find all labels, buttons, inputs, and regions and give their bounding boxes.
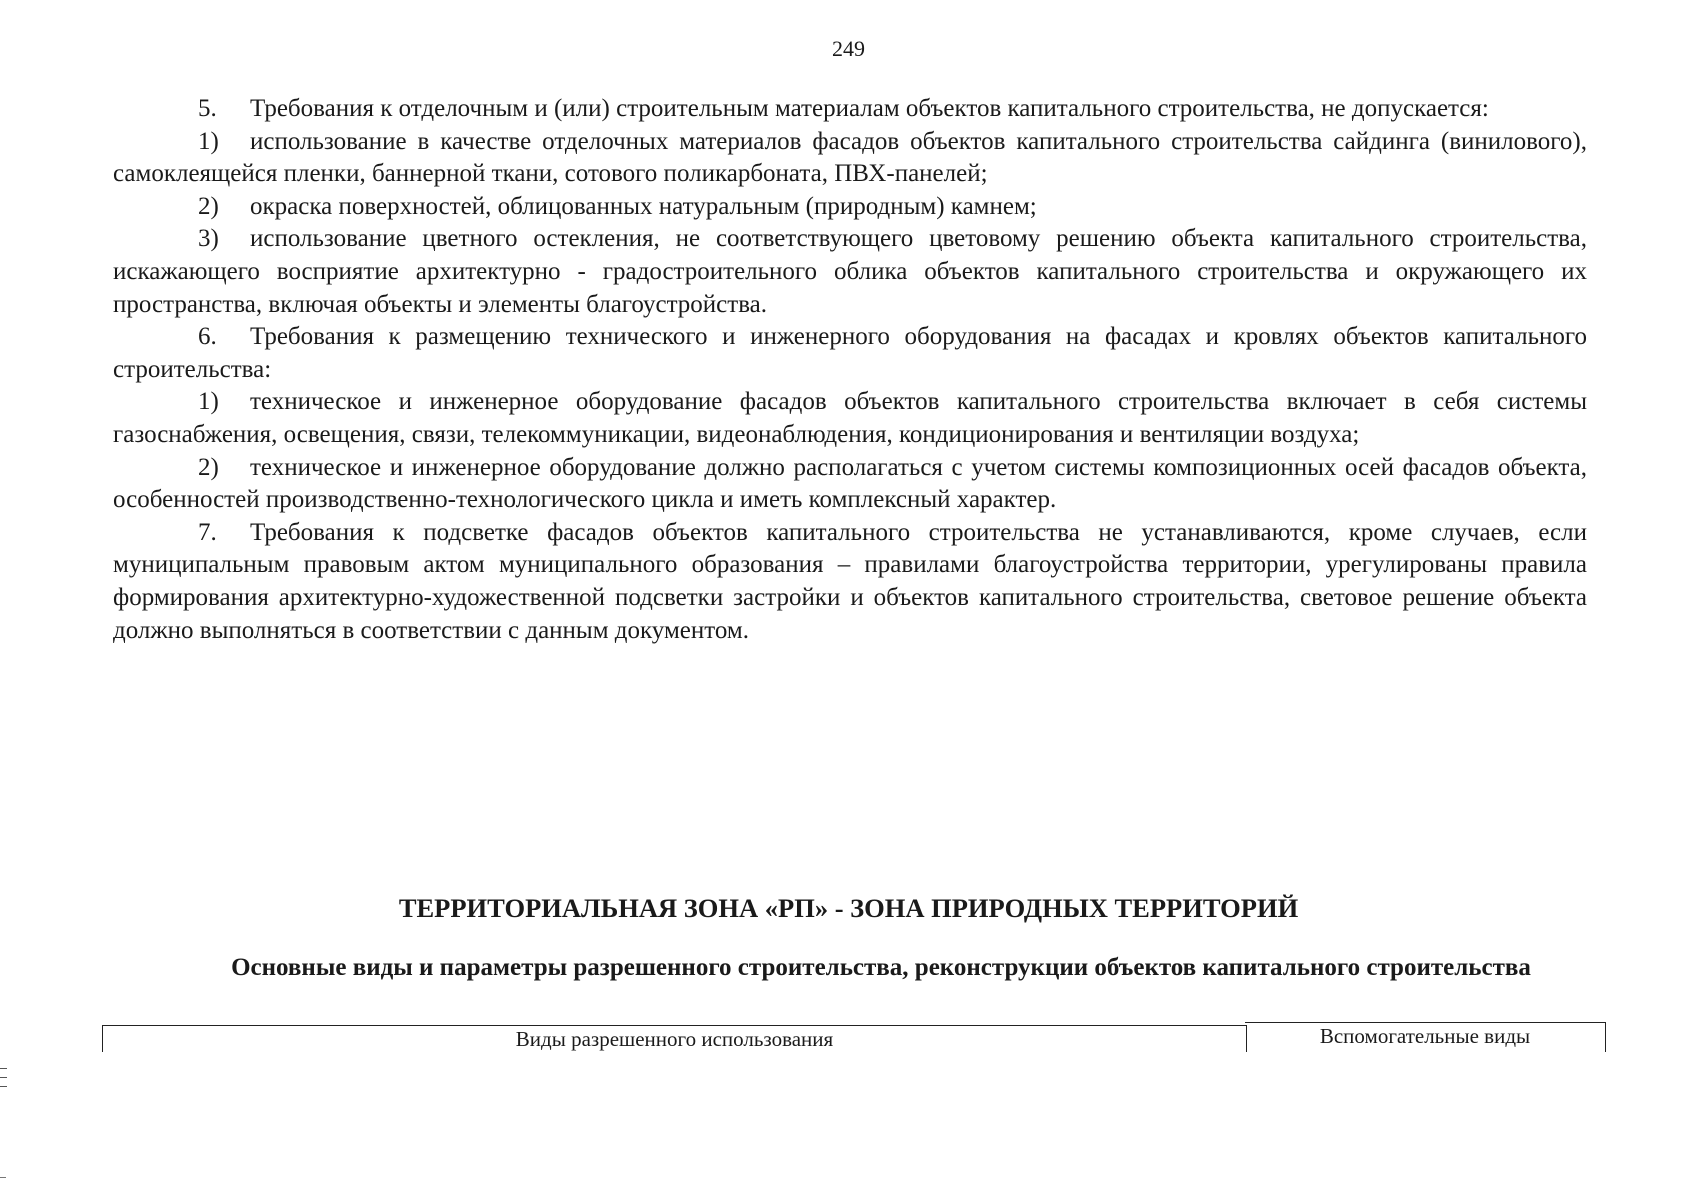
- paragraph-text: использование цветного остекления, не соответствующего цветовому решению объекта капитального строительства, искажающего восприятие архитектурно - градостроительного облика объектов капитального строительства и окружающего их пространства, включая объекты и элементы благоустройства.: [113, 225, 1587, 318]
- paragraph-number: 3): [198, 225, 219, 253]
- paragraph-number: 1): [198, 127, 219, 155]
- zone-title: ТЕРРИТОРИАЛЬНАЯ ЗОНА «РП» - ЗОНА ПРИРОДНЫХ ТЕРРИТОРИЙ: [398, 893, 1299, 923]
- table-header-permitted-uses: Виды разрешенного использования: [102, 1025, 1247, 1052]
- paragraph-text: Требования к подсветке фасадов объектов капитального строительства не устанавливаются, кроме случаев, если муниципальным правовым актом муниципального образования – правилами благоустройства территории, урегулированы правила формирования архитектурно-художественной подсветки застройки и объектов капитального строительства, световое решение объекта должно выполняться в соответствии с данным документом.: [113, 518, 1587, 644]
- paragraph-text: Требования к отделочным и (или) строительным материалам объектов капитального строительства, не допускается:: [250, 95, 1489, 122]
- paragraph-text: техническое и инженерное оборудование должно располагаться с учетом системы композиционных осей фасадов объекта, особенностей производственно-технологического цикла и иметь комплексный характер.: [113, 453, 1587, 514]
- scan-artifact: [0, 1177, 6, 1178]
- paragraph-number: 7.: [198, 518, 217, 546]
- paragraph-number: 1): [198, 388, 219, 416]
- page-number: 249: [832, 36, 865, 61]
- body-text: [113, 93, 1587, 647]
- paragraph-number: 5.: [198, 95, 217, 122]
- paragraph-text: Требования к размещению технического и инженерного оборудования на фасадах и кровлях объектов капитального строительства:: [113, 323, 1587, 383]
- paragraph-6-item-2: [113, 452, 1587, 517]
- paragraph-number: 2): [198, 192, 219, 220]
- paragraph-5-item-1: [113, 126, 1587, 191]
- paragraph-text: окраска поверхностей, облицованных натуральным (природным) камнем;: [250, 192, 1037, 220]
- paragraph-7: [113, 517, 1587, 647]
- paragraph-5: [113, 93, 1587, 126]
- paragraph-6-item-1: [113, 386, 1587, 451]
- table-header-auxiliary-uses: Вспомогательные виды: [1245, 1022, 1606, 1052]
- paragraph-text: использование в качестве отделочных материалов фасадов объектов капитального строительства сайдинга (винилового), самоклеящейся пленки, баннерной ткани, сотового поликарбоната, ПВХ-панелей;: [113, 127, 1587, 188]
- table-header: [102, 1022, 1606, 1052]
- paragraph-6: [113, 321, 1587, 386]
- paragraph-number: 2): [198, 453, 219, 481]
- paragraph-number: 6.: [198, 323, 217, 351]
- paragraph-5-item-3: [113, 223, 1587, 321]
- section-title: Основные виды и параметры разрешенного строительства, реконструкции объектов капитального строительства: [231, 954, 1531, 981]
- paragraph-text: техническое и инженерное оборудование фасадов объектов капитального строительства включает в себя системы газоснабжения, освещения, связи, телекоммуникации, видеонаблюдения, кондиционирования и вентиляции воздуха;: [113, 388, 1587, 448]
- paragraph-5-item-2: [113, 191, 1587, 224]
- scan-edge-marks: [0, 1068, 8, 1095]
